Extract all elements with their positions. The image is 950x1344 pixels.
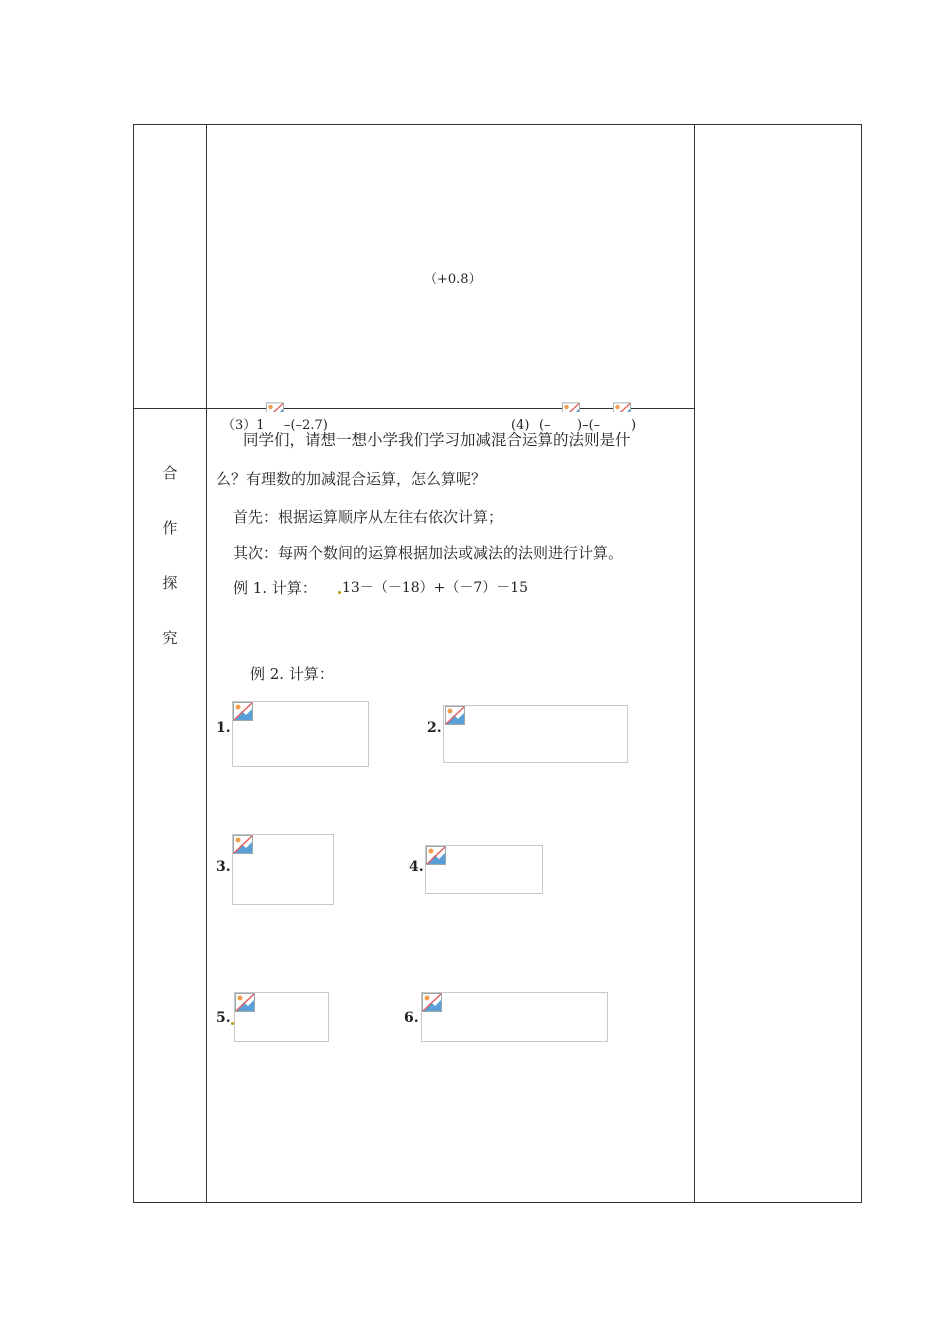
intro-line-1: 同学们，请想一想小学我们学习加减混合运算的法则是什 bbox=[243, 431, 631, 449]
broken-image-icon bbox=[233, 835, 253, 854]
broken-image-icon bbox=[445, 706, 465, 725]
example1-expression: 13－（－18）+（－7）－15 bbox=[342, 580, 529, 596]
rule-second: 其次：每两个数间的运算根据加法或减法的法则进行计算。 bbox=[233, 544, 624, 562]
broken-image-icon bbox=[422, 993, 442, 1012]
section-label-char: 作 bbox=[162, 519, 178, 537]
table-top-border bbox=[133, 124, 862, 125]
broken-image-icon bbox=[235, 993, 255, 1012]
section-label-char: 探 bbox=[162, 574, 178, 592]
broken-image-icon bbox=[613, 402, 631, 412]
broken-image-icon bbox=[562, 402, 580, 412]
example2-label: 例 2. 计算： bbox=[250, 665, 334, 683]
partial-right: (4) bbox=[511, 418, 530, 433]
table-left-border bbox=[133, 124, 134, 1203]
broken-image-icon bbox=[233, 702, 253, 721]
problem-number: 1. bbox=[216, 720, 231, 736]
table-bottom-border bbox=[133, 1202, 862, 1203]
marker-dot bbox=[338, 591, 341, 594]
table-col-divider-2 bbox=[694, 124, 695, 1203]
section-label-char: 合 bbox=[162, 464, 178, 482]
top-expression: （+0.8） bbox=[424, 272, 482, 287]
rule-first: 首先：根据运算顺序从左往右依次计算； bbox=[233, 508, 504, 526]
intro-line-2: 么？有理数的加减混合运算，怎么算呢？ bbox=[216, 470, 487, 488]
partial-left2: –(–2.7) bbox=[284, 418, 328, 433]
table-col-divider-1 bbox=[206, 124, 207, 1203]
broken-image-icon bbox=[266, 402, 284, 412]
problem-number: 6. bbox=[404, 1010, 419, 1026]
problem-number: 2. bbox=[427, 720, 442, 736]
partial-right2: (– bbox=[539, 418, 551, 433]
example1-label: 例 1. 计算： bbox=[233, 579, 317, 597]
partial-left: （3）1 bbox=[222, 418, 265, 433]
partial-right4: ) bbox=[631, 418, 637, 433]
section-label-char: 究 bbox=[162, 629, 178, 647]
broken-image-icon bbox=[426, 846, 446, 865]
problem-image-2 bbox=[443, 705, 628, 763]
problem-number: 4. bbox=[409, 859, 424, 875]
problem-image-6 bbox=[421, 992, 608, 1042]
table-row-divider bbox=[133, 408, 695, 409]
problem-number: 3. bbox=[216, 859, 231, 875]
partial-right3: )–(– bbox=[577, 418, 601, 433]
problem-number: 5. bbox=[216, 1010, 231, 1026]
table-right-border bbox=[861, 124, 862, 1203]
